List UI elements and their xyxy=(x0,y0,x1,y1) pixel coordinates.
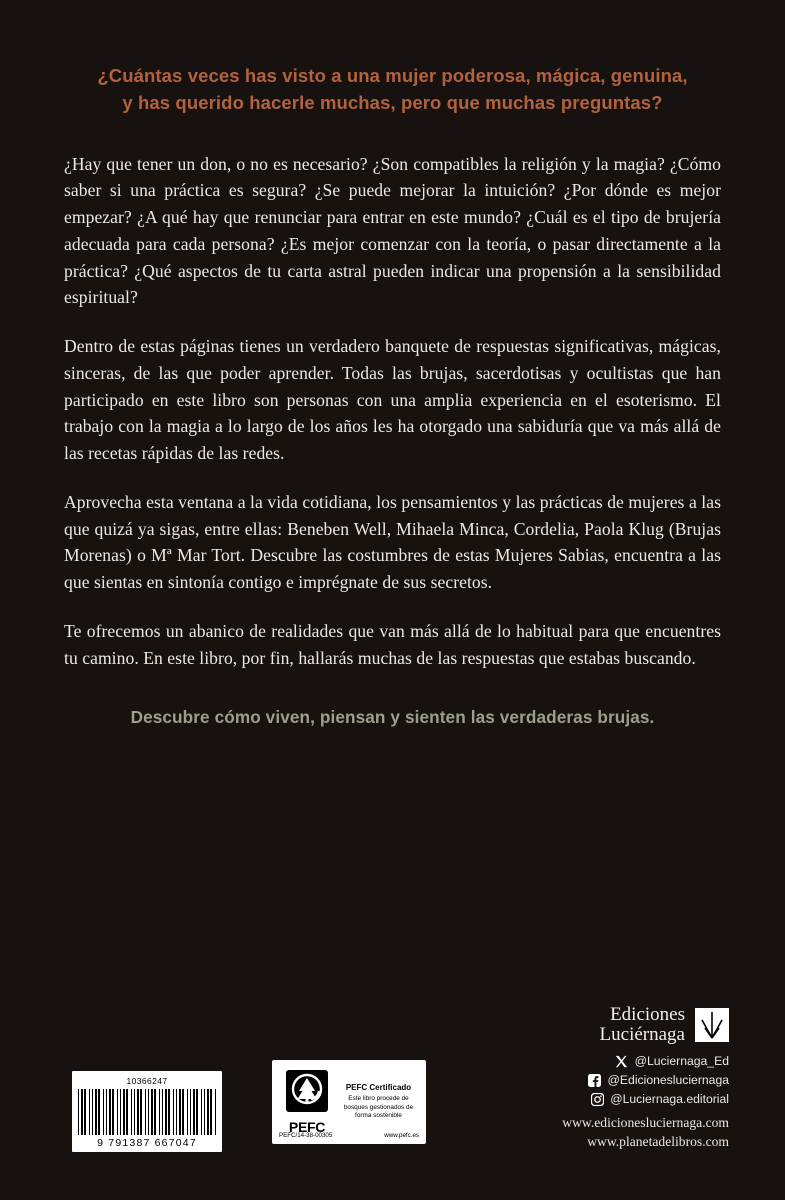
paragraph-3: Aprovecha esta ventana a la vida cotidiana, los pensamientos y las prácticas de mujeres a las que quizá ya sigas, entre ellas: Beneben Well, Mihaela Minca, Cordelia, Paola Klug (Brujas Morenas) o Mª Mar Tort. Descubre las costumbres de estas Mujeres Sabias, encuentra a las que sientas en sintonía contigo e imprégnate de sus secretos. xyxy=(64,491,721,593)
pefc-brand: PEFC xyxy=(288,1119,326,1135)
luciernaga-logo-icon xyxy=(695,1008,729,1042)
social-row-x[interactable] xyxy=(419,1052,729,1071)
facebook-icon xyxy=(588,1074,602,1088)
social-handle-instagram: @Luciernaga.editorial xyxy=(610,1092,729,1107)
website-planetadelibros[interactable]: www.planetadelibros.com xyxy=(587,1134,729,1150)
headline-question: ¿Cuántas veces has visto a una mujer poderosa, mágica, genuina, y has querido hacerle muchas, pero que muchas preguntas? xyxy=(97,65,688,114)
website-luciernaga[interactable]: www.edicionesluciernaga.com xyxy=(562,1114,729,1130)
body-copy xyxy=(64,151,721,671)
publisher-block xyxy=(419,1005,729,1152)
footer xyxy=(0,1003,785,1160)
pefc-description: Este libro procede de bosques gestionados de forma sostenible xyxy=(343,1095,414,1120)
barcode-block xyxy=(72,1071,222,1152)
social-handle-facebook: @Edicionesluciernaga xyxy=(607,1073,729,1088)
pefc-text-area xyxy=(335,1083,419,1121)
barcode-bars xyxy=(78,1089,216,1135)
pefc-code: PEFC/14-38-00305 xyxy=(279,1132,333,1139)
social-row-instagram[interactable] xyxy=(419,1090,729,1109)
paragraph-1: ¿Hay que tener un don, o no es necesario? ¿Son compatibles la religión y la magia? ¿Cómo saber si una práctica es segura? ¿Se puede mejorar la intuición? ¿Por dónde es mejor empezar? ¿A qué hay que renunciar para entrar en este mundo? ¿Cuál es el tipo de brujería adecuada para cada persona? ¿Es mejor comenzar con la teoría, o pasar directamente a la práctica? ¿Qué aspectos de tu carta astral pueden indicar una propensión a la sensibilidad espiritual? xyxy=(64,153,721,308)
x-twitter-icon xyxy=(615,1054,629,1068)
paragraph-4: Te ofrecemos un abanico de realidades que van más allá de lo habitual para que encuentres tu camino. En este libro, por fin, hallarás muchas de las respuestas que estabas buscando. xyxy=(64,620,721,668)
pefc-url: www.pefc.es xyxy=(384,1132,419,1139)
publisher-name-line2: Luciérnaga xyxy=(599,1024,685,1046)
social-handle-x: @Luciernaga_Ed xyxy=(634,1053,729,1068)
publisher-name-line1: Ediciones xyxy=(610,1003,685,1025)
barcode-number: 10366247 xyxy=(126,1076,168,1086)
pefc-tree-icon xyxy=(285,1069,329,1113)
publisher-name xyxy=(600,1005,685,1046)
pefc-title: PEFC Certificado xyxy=(345,1083,412,1093)
website-links xyxy=(419,1113,729,1152)
paragraph-2: Dentro de estas páginas tienes un verdadero banquete de respuestas significativas, mágicas, sinceras, de las que poder aprender. Todas las brujas, sacerdotisas y ocultistas que han participado en este libro son personas con una amplia experiencia en el esoterismo. El trabajo con la magia a lo largo de los años les ha otorgado una sabiduría que va más allá de las recetas rápidas de las redes. xyxy=(64,336,721,464)
publisher-identity xyxy=(419,1005,729,1046)
barcode-isbn: 9 791387 667047 xyxy=(97,1137,197,1149)
pefc-footer-line xyxy=(279,1132,419,1139)
instagram-icon xyxy=(590,1093,604,1107)
pefc-logo-area xyxy=(279,1069,335,1135)
social-links xyxy=(419,1052,729,1110)
pefc-certificate-block xyxy=(272,1060,426,1144)
social-row-facebook[interactable] xyxy=(419,1071,729,1090)
tagline: Descubre cómo viven, piensan y sienten las verdaderas brujas. xyxy=(130,707,655,728)
